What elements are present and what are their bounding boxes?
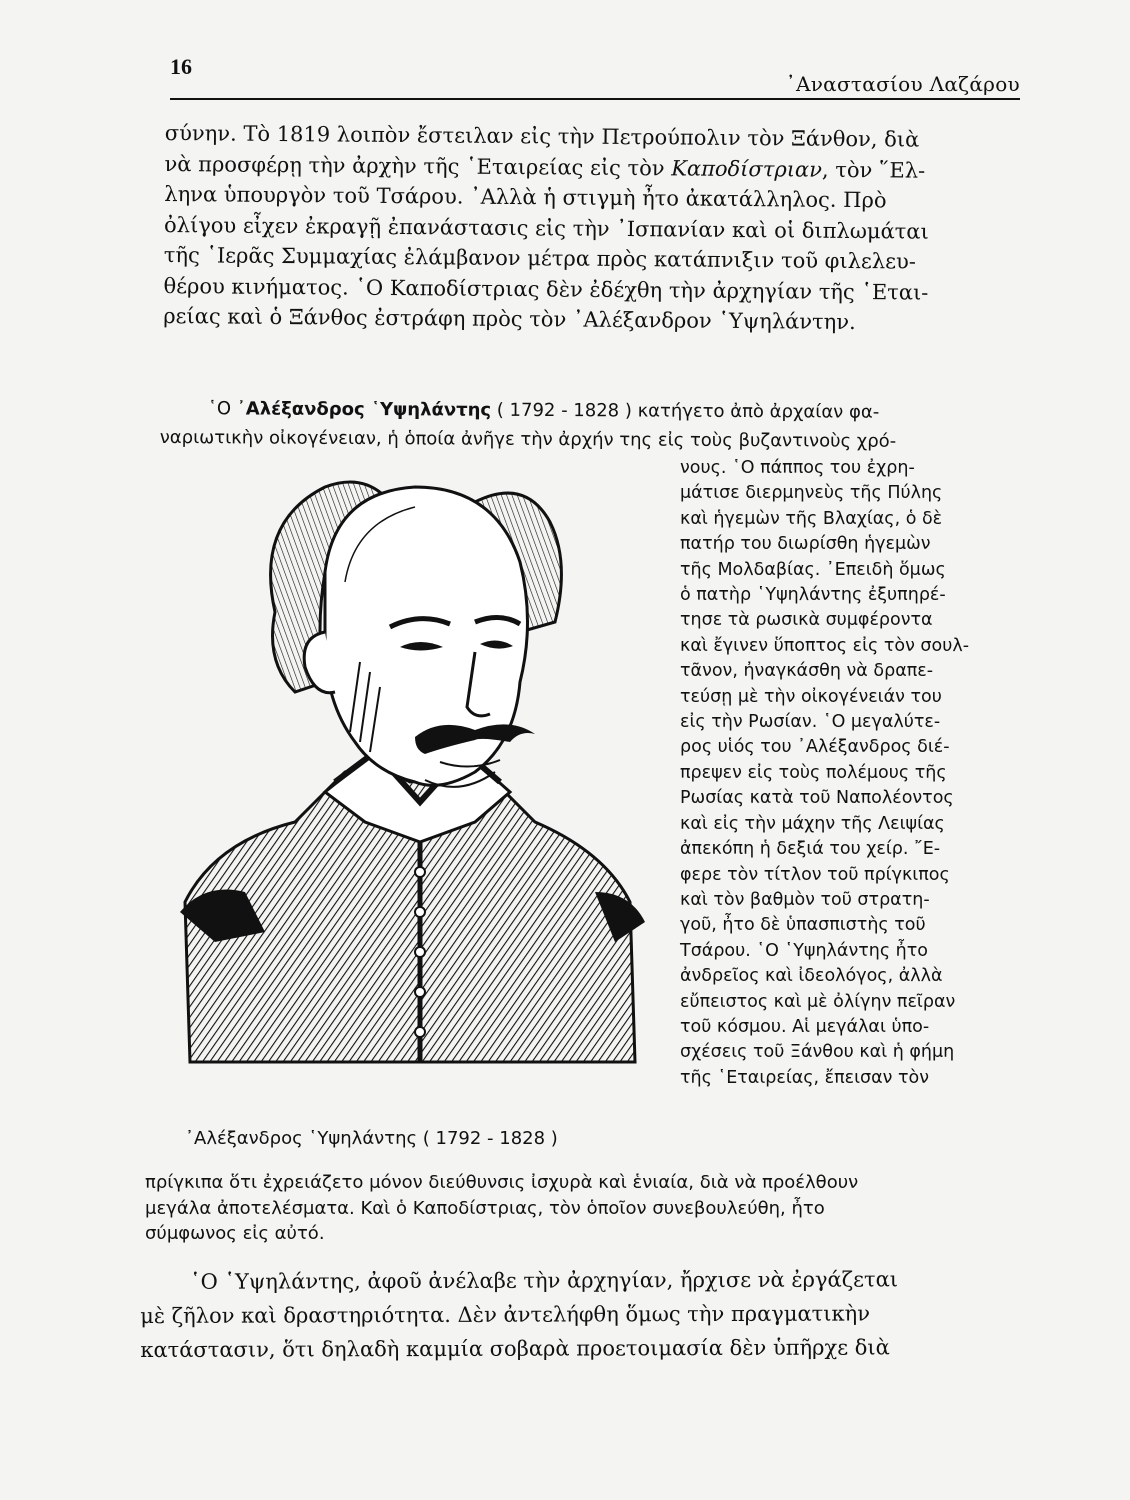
text-line: τησε τὰ ρωσικὰ συμφέροντα	[680, 610, 933, 631]
text-line: τῆς ῾Ιερᾶς Συμμαχίας ἐλάμβανον μέτρα πρὸς κατάπνιξιν τοῦ φιλελευ-	[163, 242, 917, 274]
text-line: πρεψεν εἰς τοὺς πολέμους τῆς	[680, 762, 947, 783]
text-line: τοῦ κόσμου. Αἱ μεγάλαι ὑπο-	[680, 1016, 930, 1037]
text-line: σύμφωνος εἰς αὐτό.	[145, 1223, 325, 1244]
paragraph-2	[160, 394, 995, 456]
page-number: 16	[170, 54, 192, 79]
text-line: μάτισε διερμηνεὺς τῆς Πύλης	[680, 483, 943, 504]
text-line: Ρωσίας κατὰ τοῦ Ναπολέοντος	[680, 788, 954, 809]
emphasis-kapodistrias: Καποδίστριαν	[671, 155, 823, 182]
text-line: εἰς τὴν Ρωσίαν. ῾Ο μεγαλύτε-	[680, 712, 941, 733]
text-line: νὰ προσφέρῃ τὴν ἀρχὴν τῆς ῾Εταιρείας εἰς τὸν Καποδίστριαν, τὸν ῞Ελ-	[164, 151, 926, 183]
text-line: καὶ ἔγινεν ὕποπτος εἰς τὸν σουλ-	[680, 635, 970, 656]
continuation-text	[145, 1170, 995, 1247]
text-line: καὶ τὸν βαθμὸν τοῦ στρατη-	[680, 889, 930, 910]
text-line: γοῦ, ἦτο δὲ ὑπασπιστὴς τοῦ	[680, 915, 926, 936]
portrait-engraving	[175, 462, 665, 1082]
page-header	[170, 48, 1020, 100]
text-line: μὲ ζῆλον καὶ δραστηριότητα. Δὲν ἀντελήφθη ὅμως τὴν πραγματικὴν	[140, 1301, 870, 1328]
text-line: τῆς Μολδαβίας. ᾿Επειδὴ ὅμως	[680, 559, 946, 580]
text-line: ἀνδρεῖος καὶ ἰδεολόγος, ἀλλὰ	[680, 966, 943, 987]
text-line: καὶ εἰς τὴν μάχην τῆς Λειψίας	[680, 813, 945, 834]
text-line: ἀπεκόπη ἡ δεξιά του χείρ. ῎Ε-	[680, 839, 941, 860]
text-line: ὀλίγου εἶχεν ἐκραγῇ ἐπανάστασις εἰς τὴν ᾿Ισπανίαν καὶ οἱ διπλωμάται	[163, 212, 929, 244]
text-line: Τσάρου. ῾Ο ῾Υψηλάντης ἦτο	[680, 940, 929, 961]
text-line: σύνην. Τὸ 1819 λοιπὸν ἔστειλαν εἰς τὴν Πετρούπολιν τὸν Ξάνθον, διὰ	[164, 120, 920, 152]
text-line: κατάστασιν, ὅτι δηλαδὴ καμμία σοβαρὰ προετοιμασία δὲν ὑπῆρχε διὰ	[140, 1335, 890, 1362]
text-line: εὔπειστος καὶ μὲ ὀλίγην πεῖραν	[680, 991, 956, 1012]
text-line: φερε τὸν τίτλον τοῦ πρίγκιπος	[680, 864, 950, 885]
text-line: πρίγκιπα ὅτι ἐχρειάζετο μόνον διεύθυνσις ἰσχυρὰ καὶ ἑνιαία, διὰ νὰ προέλθουν	[145, 1172, 859, 1193]
running-head: ᾿Αναστασίου Λαζάρου	[785, 72, 1020, 96]
text-line: ῾Ο ῾Υψηλάντης, ἀφοῦ ἀνέλαβε τὴν ἀρχηγίαν, ἤρχισε νὰ ἐργάζεται	[190, 1267, 899, 1294]
text-line: ρος υἱός του ᾿Αλέξανδρος διέ-	[680, 737, 950, 758]
text-line: ρείας καὶ ὁ Ξάνθος ἐστράφη πρὸς τὸν ᾿Αλέξανδρον ῾Υψηλάντην.	[163, 303, 856, 335]
portrait-caption: ᾿Αλέξανδρος ῾Υψηλάντης ( 1792 - 1828 )	[185, 1128, 558, 1149]
text-line: ῾Ο ᾿Αλέξανδρος ῾Υψηλάντης ( 1792 - 1828 ) κατήγετο ἀπὸ ἀρχαίαν φα-	[207, 398, 880, 423]
text-line: σχέσεις τοῦ Ξάνθου καὶ ἡ φήμη	[680, 1042, 955, 1063]
text-line: ὁ πατὴρ ῾Υψηλάντης ἐξυπηρέ-	[680, 585, 946, 606]
text-line: θέρου κινήματος. ῾Ο Καποδίστριας δὲν ἐδέχθη τὴν ἀρχηγίαν τῆς ῾Εται-	[163, 273, 929, 305]
text-line: πατήρ του διωρίσθη ἡγεμὼν	[680, 534, 931, 555]
text-line: καὶ ἡγεμὼν τῆς Βλαχίας, ὁ δὲ	[680, 508, 943, 529]
text-line: ληνα ὑπουργὸν τοῦ Τσάρου. ᾿Αλλὰ ἡ στιγμὴ ἦτο ἀκατάλληλος. Πρὸ	[164, 181, 887, 213]
paragraph-1	[163, 118, 990, 339]
paragraph-3	[140, 1262, 990, 1367]
bold-name: ᾿Αλέξανδρος ῾Υψηλάντης	[236, 398, 492, 421]
text-line: ναριωτικὴν οἰκογένειαν, ἡ ὁποία ἀνῆγε τὴν ἀρχήν της εἰς τοὺς βυζαντινοὺς χρό-	[159, 426, 897, 452]
text-line: νους. ῾Ο πάππος του ἐχρη-	[680, 458, 915, 478]
text-line: τᾶνον, ἠναγκάσθη νὰ δραπε-	[680, 661, 934, 682]
text-line: τεύσῃ μὲ τὴν οἰκογένειάν του	[680, 686, 942, 707]
text-line: μεγάλα ἀποτελέσματα. Καὶ ὁ Καποδίστριας, τὸν ὁποῖον συνεβουλεύθη, ἦτο	[145, 1197, 825, 1219]
text-line: τῆς ῾Εταιρείας, ἔπεισαν τὸν	[680, 1067, 930, 1088]
side-column-text	[680, 456, 985, 1091]
